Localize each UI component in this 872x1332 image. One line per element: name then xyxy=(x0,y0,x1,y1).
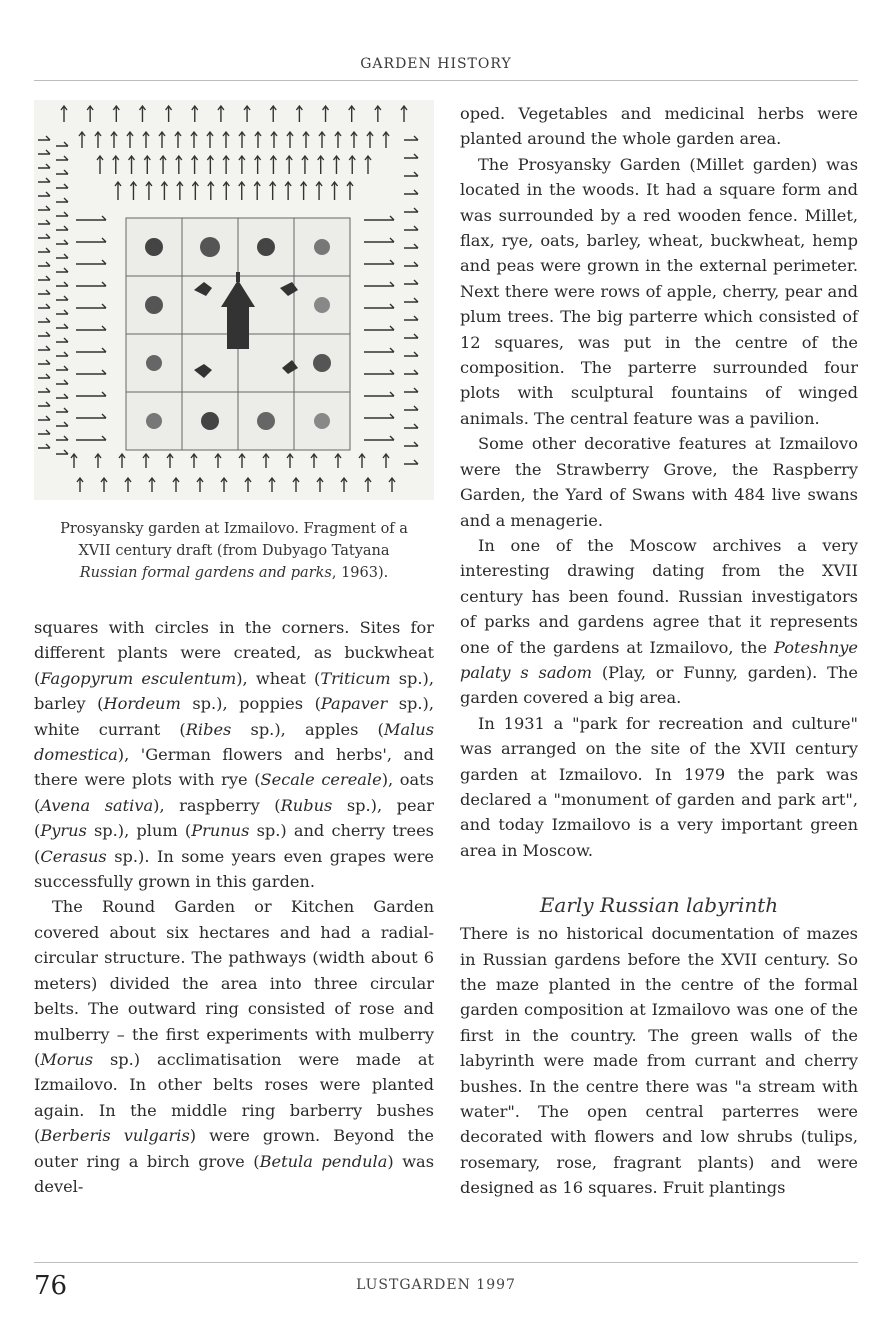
caption-line-1: Prosyansky garden at Izmailovo. Fragment of a xyxy=(60,521,408,537)
figure-caption xyxy=(34,518,434,584)
garden-plan-figure xyxy=(34,100,434,500)
header-rule xyxy=(34,80,858,81)
caption-source-title: Russian formal gardens and parks xyxy=(79,565,332,581)
left-paragraph-1: squares with circles in the corners. Sites for different plants were created, as buckwheat (Fagopyrum esculentum), wheat (Triticum sp.), barley (Hordeum sp.), poppies (Papaver sp.), white currant (Ribes sp.), apples (Malus domestica), 'German flowers and herbs', and there were plots with rye (Secale cereale), oats (Avena sativa), raspberry (Rubus sp.), pear (Pyrus sp.), plum (Prunus sp.) and cherry trees (Cerasus sp.). In some years even grapes were successfully grown in this garden. xyxy=(34,618,435,892)
right-paragraph-4: In one of the Moscow archives a very interesting drawing dating from the XVII century has been found. Russian investigators of parks and gardens agree that it represents one of the gardens at Izmailovo, the Poteshnye palaty s sadom (Play, or Funny, garden). The garden covered a big area. xyxy=(460,535,858,708)
left-paragraph-2: The Round Garden or Kitchen Garden covered about six hectares and had a radial-circular structure. The pathways (width about 6 meters) divided the area into three circular belts. The outward ring consisted of rose and mulberry – the first experiments with mulberry (Morus sp.) acclimatisation were made at Izmailovo. In other belts roses were planted again. In the middle ring barberry bushes (Berberis vulgaris) were grown. Beyond the outer ring a birch grove (Betula pendula) was devel- xyxy=(34,897,435,1196)
right-column xyxy=(460,101,858,1201)
caption-line-2: XVII century draft (from Dubyago Tatyana xyxy=(78,543,390,559)
running-header: GARDEN HISTORY xyxy=(360,56,512,72)
right-paragraph-3: Some other decorative features at Izmailovo were the Strawberry Grove, the Raspberry Garden, the Yard of Swans with 484 live swans and a menagerie. xyxy=(460,434,858,530)
section-heading: Early Russian labyrinth xyxy=(539,893,779,918)
footer-rule xyxy=(34,1262,858,1263)
garden-plan-drawing xyxy=(34,100,434,500)
left-column xyxy=(34,615,434,1199)
right-paragraph-1: oped. Vegetables and medicinal herbs were planted around the whole garden area. xyxy=(460,104,858,149)
running-footer: LUSTGARDEN 1997 xyxy=(356,1277,516,1293)
right-paragraph-5: In 1931 a "park for recreation and culture" was arranged on the site of the XVII century garden at Izmailovo. In 1979 the park was declared a "monument of garden and park art", and today Izmailovo is a very important green area in Moscow. xyxy=(460,713,858,860)
right-paragraph-2: The Prosyansky Garden (Millet garden) was located in the woods. It had a square form and was surrounded by a red wooden fence. Millet, flax, rye, oats, barley, wheat, buckwheat, hemp and peas were grown in the external perimeter. Next there were rows of apple, cherry, pear and plum trees. The big parterre which consisted of 12 squares, was put in the centre of the composition. The parterre surrounded four plots with sculptural fountains of winged animals. The central feature was a pavilion. xyxy=(460,154,858,428)
caption-source-year: , 1963). xyxy=(331,565,389,581)
right-paragraph-6: There is no historical documentation of mazes in Russian gardens before the XVII century. So the maze planted in the centre of the formal garden composition at Izmailovo was one of the first in the country. The green walls of the labyrinth were made from currant and cherry bushes. In the centre there was "a stream with water". The open central parterres were decorated with flowers and low shrubs (tulips, rosemary, rose, fragrant plants) and were designed as 16 squares. Fruit plantings xyxy=(460,924,858,1198)
page-number: 76 xyxy=(34,1271,68,1301)
